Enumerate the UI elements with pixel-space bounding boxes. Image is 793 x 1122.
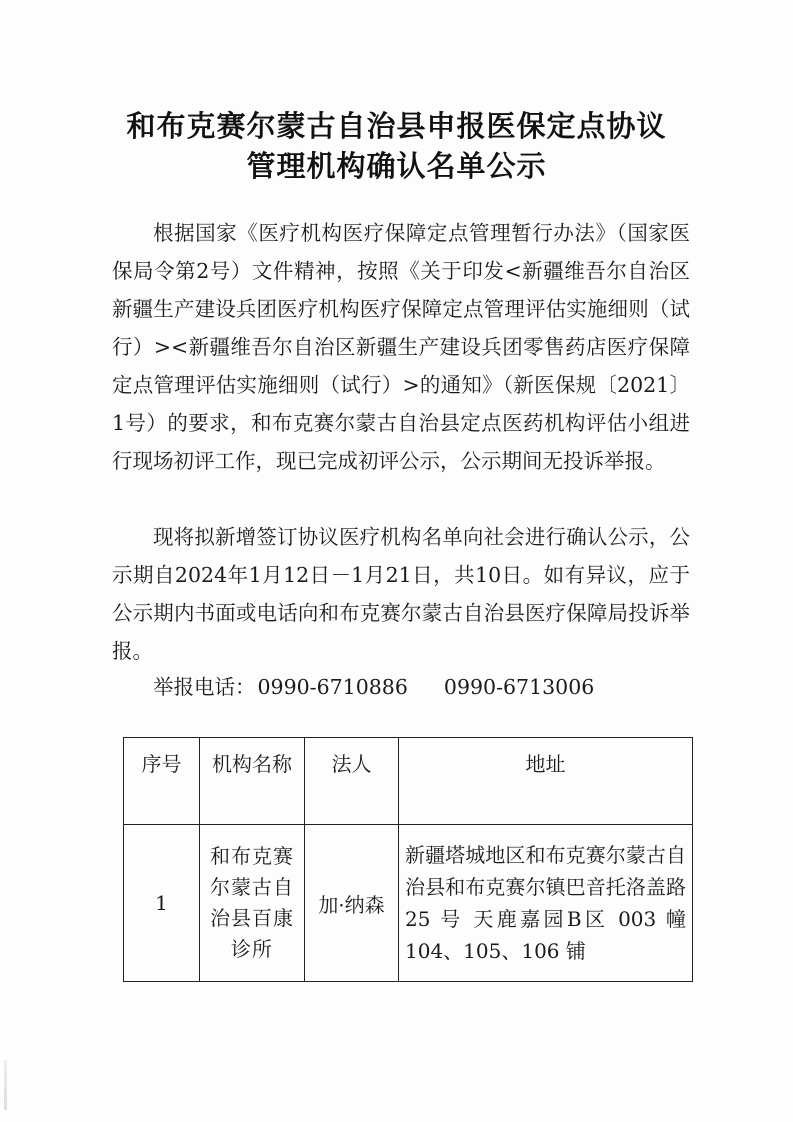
- cell-address: 新疆塔城地区和布克赛尔蒙古自治县和布克赛尔镇巴音托洛盖路 25 号 天鹿嘉园B区 003 幢 104、105、106 铺: [399, 825, 693, 982]
- report-phone-line: [153, 670, 594, 700]
- table-header-row: [124, 738, 693, 825]
- header-legal-person: 法人: [305, 738, 399, 825]
- institution-table: [123, 737, 693, 982]
- document-title-line1: 和布克赛尔蒙古自治县申报医保定点协议: [126, 109, 667, 143]
- phone-number-2: 0990-6713006: [443, 675, 595, 699]
- paragraph-announcement: 现将拟新增签订协议医疗机构名单向社会进行确认公示，公示期自2024年1月12日－1月21日，共10日。如有异议，应于公示期内书面或电话向和布克赛尔蒙古自治县医疗保障局投诉举报。: [112, 525, 690, 663]
- paragraph-basis: 根据国家《医疗机构医疗保障定点管理暂行办法》（国家医保局令第2号）文件精神，按照《关于印发<新疆维吾尔自治区 新疆生产建设兵团医疗机构医疗保障定点管理评估实施细则（试行）><新疆维吾尔自治区新疆生产建设兵团零售药店医疗保障定点管理评估实施细则（试行）>的通知》（新医保规〔2021〕1号）的要求，和布克赛尔蒙古自治县定点医药机构评估小组进行现场初评工作，现已完成初评公示，公示期间无投诉举报。: [112, 221, 690, 473]
- scan-edge-mark: [4, 1060, 7, 1110]
- header-name: 机构名称: [200, 738, 305, 825]
- phone-number-1: 0990-6710886: [257, 675, 408, 699]
- document-title-line2: 管理机构确认名单公示: [246, 149, 547, 183]
- cell-index: 1: [124, 825, 200, 982]
- header-index: 序号: [124, 738, 200, 825]
- cell-legal-person: 加·纳森: [305, 825, 399, 982]
- cell-institution-name: 和布克赛尔蒙古自治县百康诊所: [200, 825, 305, 982]
- header-address: 地址: [399, 738, 693, 825]
- phone-label: 举报电话：: [153, 675, 256, 699]
- table-row: [124, 825, 693, 982]
